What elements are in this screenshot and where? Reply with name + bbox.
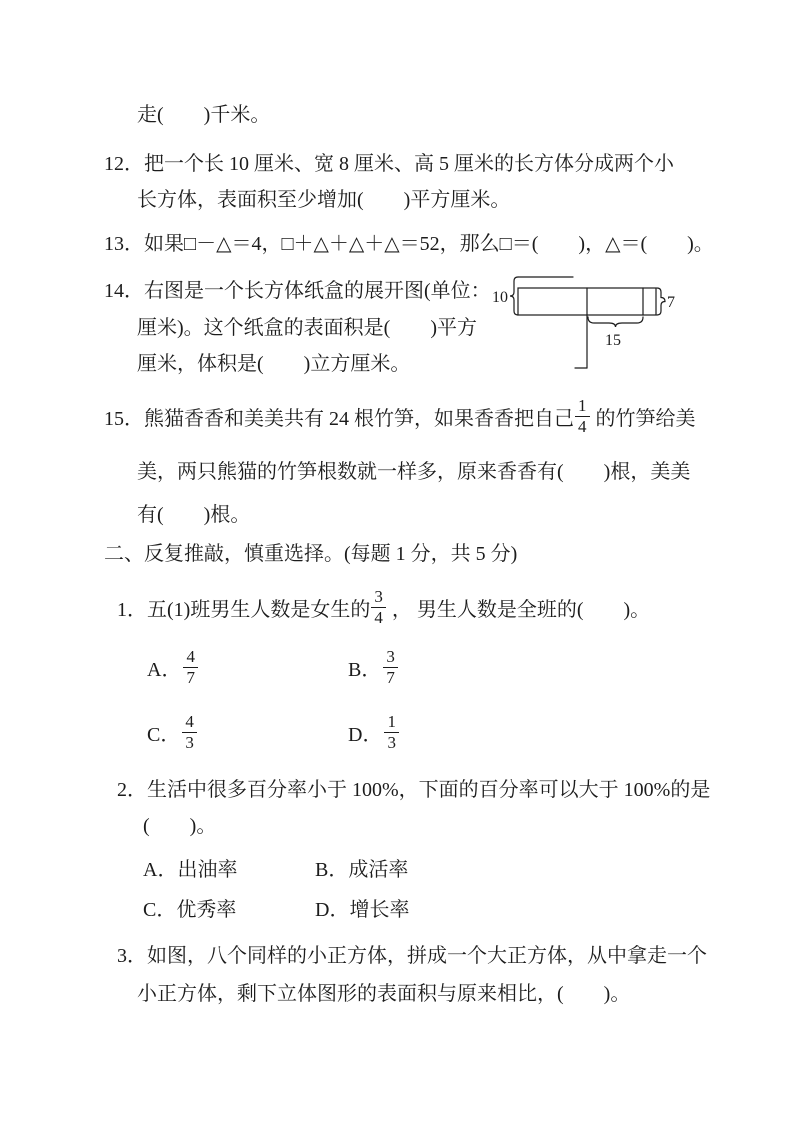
- question-15-line3: 有( )根。: [137, 504, 251, 526]
- option-a: [147, 645, 198, 689]
- fraction-denominator: 4: [578, 416, 587, 436]
- question-15-line1: [104, 394, 696, 438]
- unfolded-box-diagram: [486, 266, 696, 378]
- option-c: [147, 710, 197, 754]
- s2-question-3-line2: 小正方体，剩下立体图形的表面积与原来相比，( )。: [137, 983, 631, 1005]
- q2-option-b-label: B．: [315, 859, 349, 881]
- diagram-bottom-brace: [588, 317, 643, 327]
- question-12-text1: 把一个长 10 厘米、宽 8 厘米、高 5 厘米的长方体分成两个小: [144, 153, 674, 175]
- question-14-line3: 厘米，体积是( )立方厘米。: [137, 353, 411, 375]
- option-c-fraction: [182, 713, 197, 752]
- q2-option-d-text: 增长率: [349, 899, 410, 921]
- option-c-label: C．: [147, 723, 181, 746]
- q2-option-a-label: A．: [143, 859, 178, 881]
- diagram-side-label: 7: [667, 294, 675, 311]
- fraction-numerator: 3: [371, 588, 386, 608]
- option-a-label: A．: [147, 658, 182, 681]
- option-a-fraction: [183, 648, 198, 687]
- s2-question-1-line: [117, 584, 650, 630]
- s2-question-2-text1: 生活中很多百分率小于 100%，下面的百分率可以大于 100%的是: [147, 779, 711, 801]
- diagram-width-label: 15: [605, 332, 621, 349]
- option-d-label: D．: [348, 723, 383, 746]
- fraction-denominator: 3: [185, 732, 194, 752]
- question-12-line2: 长方体，表面积至少增加( )平方厘米。: [137, 189, 511, 211]
- question-12-line1: [104, 147, 674, 176]
- fraction-three-quarters: [371, 588, 386, 627]
- fraction-one-quarter: [575, 397, 590, 436]
- fraction-numerator: 3: [383, 648, 398, 668]
- fraction-denominator: 4: [374, 607, 383, 627]
- fraction-numerator: 1: [575, 397, 590, 417]
- s2-question-1-pre: 五(1)班男生人数是女生的: [147, 598, 371, 621]
- option-b-label: B．: [348, 658, 382, 681]
- s2-question-1-post: ， 男生人数是全班的( )。: [391, 598, 651, 621]
- fraction-denominator: 7: [386, 667, 395, 687]
- question-13-number: 13．: [104, 233, 144, 255]
- question-14-text1: 右图是一个长方体纸盒的展开图(单位：: [144, 280, 491, 302]
- q2-option-b-text: 成活率: [348, 859, 409, 881]
- question-12-number: 12．: [104, 153, 144, 175]
- option-b-fraction: [383, 648, 398, 687]
- s2-question-3-text1: 如图，八个同样的小正方体，拼成一个大正方体，从中拿走一个: [147, 945, 707, 967]
- q2-option-a-text: 出油率: [177, 859, 238, 881]
- s2-question-2-number: 2．: [117, 779, 147, 801]
- section-2-header: 二、反复推敲，慎重选择。(每题 1 分，共 5 分): [104, 543, 518, 565]
- question-13-line: [104, 227, 714, 256]
- question-11-continuation: 走( )千米。: [137, 104, 271, 126]
- q2-option-c: [143, 893, 236, 922]
- fraction-denominator: 7: [186, 667, 195, 687]
- q2-option-a: [143, 853, 237, 882]
- q2-option-b: [315, 853, 408, 882]
- option-d-fraction: [384, 713, 399, 752]
- option-d: [348, 710, 399, 754]
- question-14-line2: 厘米)。这个纸盒的表面积是( )平方: [137, 317, 477, 339]
- fraction-denominator: 3: [387, 732, 396, 752]
- q2-option-d-label: D．: [315, 899, 350, 921]
- question-13-text: 如果□－△＝4，□＋△＋△＋△＝52，那么□＝( )，△＝( )。: [144, 233, 714, 255]
- s2-question-3-line1: [117, 939, 707, 968]
- question-14-number: 14．: [104, 280, 144, 302]
- s2-question-3-number: 3．: [117, 945, 147, 967]
- diagram-right-brace: [657, 288, 665, 315]
- s2-question-2-line2: ( )。: [143, 815, 217, 837]
- fraction-numerator: 1: [384, 713, 399, 733]
- fraction-numerator: 4: [182, 713, 197, 733]
- q2-option-c-label: C．: [143, 899, 177, 921]
- q2-option-c-text: 优秀率: [176, 899, 237, 921]
- question-15-text1-post: 的竹笋给美: [595, 407, 696, 430]
- q2-option-d: [315, 893, 409, 922]
- fraction-numerator: 4: [183, 648, 198, 668]
- option-b: [348, 645, 398, 689]
- question-14-line1: [104, 274, 491, 303]
- question-15-number: 15．: [104, 407, 144, 430]
- s2-question-2-line1: [117, 773, 710, 802]
- diagram-height-label: 10: [492, 289, 508, 306]
- question-15-line2: 美，两只熊猫的竹笋根数就一样多，原来香香有( )根，美美: [137, 461, 691, 483]
- diagram-left-brace: [510, 277, 518, 315]
- s2-question-1-number: 1．: [117, 598, 147, 621]
- question-15-text1-pre: 熊猫香香和美美共有 24 根竹笋，如果香香把自己: [144, 407, 574, 430]
